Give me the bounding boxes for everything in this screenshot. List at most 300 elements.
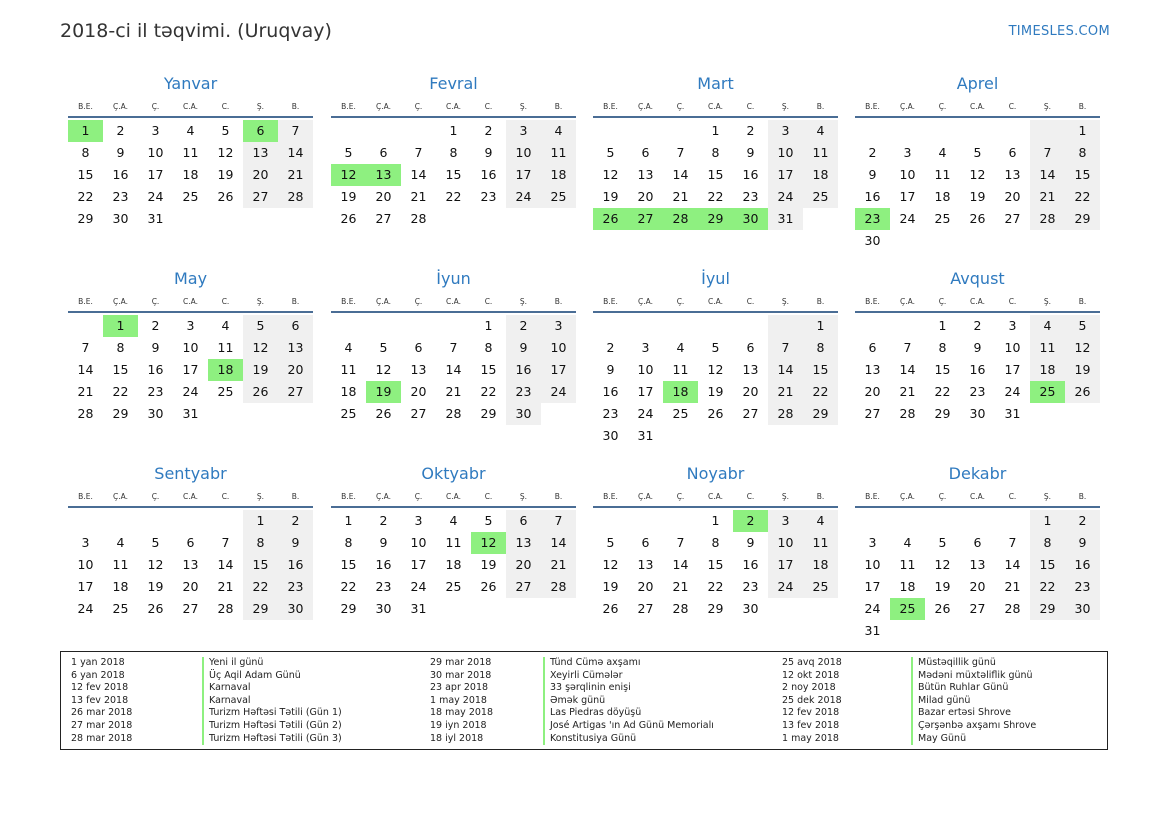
day-cell[interactable]: 22 xyxy=(340,579,357,594)
day-cell[interactable]: 15 xyxy=(243,554,278,576)
day-cell[interactable]: 3 xyxy=(1008,318,1017,333)
day-cell[interactable]: 20 xyxy=(375,189,392,204)
day-cell[interactable]: 28 xyxy=(541,576,576,598)
day-cell[interactable]: 22 xyxy=(803,381,838,403)
holiday-day-cell[interactable]: 25 xyxy=(890,598,925,620)
day-cell[interactable]: 19 xyxy=(147,579,164,594)
day-cell[interactable]: 14 xyxy=(217,557,234,572)
day-cell[interactable]: 26 xyxy=(707,406,724,421)
day-cell[interactable]: 24 xyxy=(182,384,199,399)
day-cell[interactable]: 30 xyxy=(602,428,619,443)
day-cell[interactable]: 24 xyxy=(899,211,916,226)
day-cell[interactable]: 26 xyxy=(217,189,234,204)
day-cell[interactable]: 19 xyxy=(707,384,724,399)
day-cell[interactable]: 30 xyxy=(1065,598,1100,620)
day-cell[interactable]: 23 xyxy=(742,189,759,204)
day-cell[interactable]: 19 xyxy=(243,359,278,381)
day-cell[interactable]: 15 xyxy=(77,167,94,182)
day-cell[interactable]: 14 xyxy=(1030,164,1065,186)
day-cell[interactable]: 13 xyxy=(864,362,881,377)
day-cell[interactable]: 27 xyxy=(1004,211,1021,226)
day-cell[interactable]: 18 xyxy=(182,167,199,182)
day-cell[interactable]: 2 xyxy=(379,513,388,528)
day-cell[interactable]: 4 xyxy=(116,535,125,550)
day-cell[interactable]: 11 xyxy=(1030,337,1065,359)
day-cell[interactable]: 7 xyxy=(278,120,313,142)
day-cell[interactable]: 6 xyxy=(868,340,877,355)
day-cell[interactable]: 16 xyxy=(375,557,392,572)
day-cell[interactable]: 17 xyxy=(182,362,199,377)
day-cell[interactable]: 27 xyxy=(243,186,278,208)
day-cell[interactable]: 23 xyxy=(1065,576,1100,598)
day-cell[interactable]: 28 xyxy=(410,211,427,226)
day-cell[interactable]: 20 xyxy=(506,554,541,576)
day-cell[interactable]: 3 xyxy=(768,510,803,532)
day-cell[interactable]: 20 xyxy=(969,579,986,594)
day-cell[interactable]: 16 xyxy=(969,362,986,377)
day-cell[interactable]: 6 xyxy=(186,535,195,550)
day-cell[interactable]: 30 xyxy=(742,601,759,616)
day-cell[interactable]: 12 xyxy=(969,167,986,182)
brand-link[interactable]: TIMESLES.COM xyxy=(1008,24,1110,39)
day-cell[interactable]: 30 xyxy=(506,403,541,425)
day-cell[interactable]: 10 xyxy=(147,145,164,160)
day-cell[interactable]: 7 xyxy=(1008,535,1017,550)
day-cell[interactable]: 15 xyxy=(112,362,129,377)
day-cell[interactable]: 9 xyxy=(506,337,541,359)
day-cell[interactable]: 3 xyxy=(541,315,576,337)
day-cell[interactable]: 23 xyxy=(112,189,129,204)
day-cell[interactable]: 5 xyxy=(151,535,160,550)
day-cell[interactable]: 17 xyxy=(768,164,803,186)
day-cell[interactable]: 11 xyxy=(217,340,234,355)
day-cell[interactable]: 29 xyxy=(112,406,129,421)
day-cell[interactable]: 26 xyxy=(934,601,951,616)
day-cell[interactable]: 5 xyxy=(379,340,388,355)
day-cell[interactable]: 2 xyxy=(506,315,541,337)
day-cell[interactable]: 27 xyxy=(637,601,654,616)
day-cell[interactable]: 3 xyxy=(81,535,90,550)
day-cell[interactable]: 29 xyxy=(340,601,357,616)
day-cell[interactable]: 1 xyxy=(711,513,720,528)
day-cell[interactable]: 22 xyxy=(1065,186,1100,208)
day-cell[interactable]: 29 xyxy=(77,211,94,226)
day-cell[interactable]: 1 xyxy=(449,123,458,138)
day-cell[interactable]: 16 xyxy=(1065,554,1100,576)
day-cell[interactable]: 19 xyxy=(602,189,619,204)
day-cell[interactable]: 9 xyxy=(484,145,493,160)
day-cell[interactable]: 10 xyxy=(541,337,576,359)
day-cell[interactable]: 5 xyxy=(606,535,615,550)
day-cell[interactable]: 28 xyxy=(672,601,689,616)
day-cell[interactable]: 3 xyxy=(506,120,541,142)
day-cell[interactable]: 14 xyxy=(672,167,689,182)
holiday-day-cell[interactable]: 12 xyxy=(331,164,366,186)
day-cell[interactable]: 2 xyxy=(278,510,313,532)
day-cell[interactable]: 26 xyxy=(969,211,986,226)
day-cell[interactable]: 20 xyxy=(410,384,427,399)
day-cell[interactable]: 2 xyxy=(746,123,755,138)
day-cell[interactable]: 9 xyxy=(278,532,313,554)
day-cell[interactable]: 13 xyxy=(1004,167,1021,182)
day-cell[interactable]: 21 xyxy=(217,579,234,594)
day-cell[interactable]: 11 xyxy=(541,142,576,164)
day-cell[interactable]: 14 xyxy=(77,362,94,377)
day-cell[interactable]: 6 xyxy=(414,340,423,355)
day-cell[interactable]: 7 xyxy=(221,535,230,550)
day-cell[interactable]: 17 xyxy=(1004,362,1021,377)
day-cell[interactable]: 3 xyxy=(903,145,912,160)
day-cell[interactable]: 31 xyxy=(182,406,199,421)
day-cell[interactable]: 18 xyxy=(445,557,462,572)
day-cell[interactable]: 25 xyxy=(340,406,357,421)
day-cell[interactable]: 7 xyxy=(676,535,685,550)
day-cell[interactable]: 19 xyxy=(340,189,357,204)
day-cell[interactable]: 6 xyxy=(1008,145,1017,160)
day-cell[interactable]: 19 xyxy=(217,167,234,182)
day-cell[interactable]: 12 xyxy=(147,557,164,572)
day-cell[interactable]: 8 xyxy=(243,532,278,554)
day-cell[interactable]: 18 xyxy=(1030,359,1065,381)
day-cell[interactable]: 8 xyxy=(711,535,720,550)
day-cell[interactable]: 28 xyxy=(217,601,234,616)
day-cell[interactable]: 12 xyxy=(1065,337,1100,359)
day-cell[interactable]: 11 xyxy=(672,362,689,377)
day-cell[interactable]: 19 xyxy=(934,579,951,594)
day-cell[interactable]: 7 xyxy=(903,340,912,355)
day-cell[interactable]: 27 xyxy=(182,601,199,616)
day-cell[interactable]: 16 xyxy=(602,384,619,399)
day-cell[interactable]: 1 xyxy=(1065,120,1100,142)
day-cell[interactable]: 27 xyxy=(742,406,759,421)
day-cell[interactable]: 9 xyxy=(151,340,160,355)
day-cell[interactable]: 17 xyxy=(147,167,164,182)
day-cell[interactable]: 24 xyxy=(506,186,541,208)
day-cell[interactable]: 18 xyxy=(899,579,916,594)
day-cell[interactable]: 22 xyxy=(112,384,129,399)
day-cell[interactable]: 18 xyxy=(112,579,129,594)
day-cell[interactable]: 5 xyxy=(606,145,615,160)
day-cell[interactable]: 14 xyxy=(899,362,916,377)
day-cell[interactable]: 23 xyxy=(602,406,619,421)
holiday-day-cell[interactable]: 19 xyxy=(366,381,401,403)
day-cell[interactable]: 7 xyxy=(541,510,576,532)
day-cell[interactable]: 11 xyxy=(340,362,357,377)
day-cell[interactable]: 6 xyxy=(641,145,650,160)
day-cell[interactable]: 18 xyxy=(541,164,576,186)
day-cell[interactable]: 28 xyxy=(899,406,916,421)
holiday-day-cell[interactable]: 12 xyxy=(471,532,506,554)
day-cell[interactable]: 6 xyxy=(506,510,541,532)
day-cell[interactable]: 25 xyxy=(803,576,838,598)
day-cell[interactable]: 25 xyxy=(934,211,951,226)
day-cell[interactable]: 27 xyxy=(410,406,427,421)
day-cell[interactable]: 5 xyxy=(221,123,230,138)
day-cell[interactable]: 22 xyxy=(445,189,462,204)
day-cell[interactable]: 20 xyxy=(637,189,654,204)
day-cell[interactable]: 11 xyxy=(803,142,838,164)
day-cell[interactable]: 9 xyxy=(868,167,877,182)
day-cell[interactable]: 19 xyxy=(602,579,619,594)
day-cell[interactable]: 2 xyxy=(973,318,982,333)
day-cell[interactable]: 4 xyxy=(221,318,230,333)
day-cell[interactable]: 16 xyxy=(480,167,497,182)
day-cell[interactable]: 12 xyxy=(934,557,951,572)
day-cell[interactable]: 24 xyxy=(768,576,803,598)
day-cell[interactable]: 17 xyxy=(864,579,881,594)
day-cell[interactable]: 16 xyxy=(742,167,759,182)
day-cell[interactable]: 25 xyxy=(541,186,576,208)
day-cell[interactable]: 22 xyxy=(934,384,951,399)
day-cell[interactable]: 7 xyxy=(414,145,423,160)
day-cell[interactable]: 21 xyxy=(278,164,313,186)
day-cell[interactable]: 20 xyxy=(742,384,759,399)
day-cell[interactable]: 15 xyxy=(707,557,724,572)
day-cell[interactable]: 17 xyxy=(899,189,916,204)
holiday-day-cell[interactable]: 30 xyxy=(733,208,768,230)
day-cell[interactable]: 13 xyxy=(637,557,654,572)
day-cell[interactable]: 29 xyxy=(480,406,497,421)
day-cell[interactable]: 22 xyxy=(1030,576,1065,598)
day-cell[interactable]: 26 xyxy=(602,601,619,616)
day-cell[interactable]: 20 xyxy=(278,359,313,381)
day-cell[interactable]: 7 xyxy=(81,340,90,355)
day-cell[interactable]: 9 xyxy=(116,145,125,160)
holiday-day-cell[interactable]: 23 xyxy=(855,208,890,230)
day-cell[interactable]: 17 xyxy=(506,164,541,186)
day-cell[interactable]: 1 xyxy=(803,315,838,337)
day-cell[interactable]: 20 xyxy=(182,579,199,594)
day-cell[interactable]: 15 xyxy=(445,167,462,182)
day-cell[interactable]: 3 xyxy=(768,120,803,142)
day-cell[interactable]: 23 xyxy=(506,381,541,403)
day-cell[interactable]: 27 xyxy=(375,211,392,226)
day-cell[interactable]: 6 xyxy=(379,145,388,160)
day-cell[interactable]: 1 xyxy=(1030,510,1065,532)
day-cell[interactable]: 9 xyxy=(973,340,982,355)
holiday-day-cell[interactable]: 6 xyxy=(243,120,278,142)
day-cell[interactable]: 13 xyxy=(410,362,427,377)
day-cell[interactable]: 15 xyxy=(1030,554,1065,576)
day-cell[interactable]: 23 xyxy=(375,579,392,594)
day-cell[interactable]: 3 xyxy=(868,535,877,550)
holiday-day-cell[interactable]: 18 xyxy=(208,359,243,381)
day-cell[interactable]: 24 xyxy=(147,189,164,204)
day-cell[interactable]: 23 xyxy=(278,576,313,598)
day-cell[interactable]: 8 xyxy=(1065,142,1100,164)
day-cell[interactable]: 17 xyxy=(410,557,427,572)
day-cell[interactable]: 9 xyxy=(379,535,388,550)
day-cell[interactable]: 8 xyxy=(116,340,125,355)
holiday-day-cell[interactable]: 28 xyxy=(663,208,698,230)
day-cell[interactable]: 30 xyxy=(864,233,881,248)
day-cell[interactable]: 8 xyxy=(711,145,720,160)
day-cell[interactable]: 29 xyxy=(1065,208,1100,230)
day-cell[interactable]: 29 xyxy=(243,598,278,620)
day-cell[interactable]: 12 xyxy=(375,362,392,377)
day-cell[interactable]: 21 xyxy=(541,554,576,576)
day-cell[interactable]: 2 xyxy=(606,340,615,355)
day-cell[interactable]: 21 xyxy=(672,579,689,594)
day-cell[interactable]: 15 xyxy=(1065,164,1100,186)
day-cell[interactable]: 23 xyxy=(969,384,986,399)
day-cell[interactable]: 30 xyxy=(969,406,986,421)
day-cell[interactable]: 17 xyxy=(541,359,576,381)
day-cell[interactable]: 4 xyxy=(449,513,458,528)
day-cell[interactable]: 4 xyxy=(803,510,838,532)
day-cell[interactable]: 7 xyxy=(676,145,685,160)
day-cell[interactable]: 7 xyxy=(768,337,803,359)
day-cell[interactable]: 17 xyxy=(77,579,94,594)
day-cell[interactable]: 20 xyxy=(243,164,278,186)
day-cell[interactable]: 10 xyxy=(864,557,881,572)
day-cell[interactable]: 14 xyxy=(278,142,313,164)
day-cell[interactable]: 13 xyxy=(742,362,759,377)
day-cell[interactable]: 6 xyxy=(641,535,650,550)
day-cell[interactable]: 31 xyxy=(637,428,654,443)
day-cell[interactable]: 27 xyxy=(278,381,313,403)
day-cell[interactable]: 31 xyxy=(768,208,803,230)
day-cell[interactable]: 4 xyxy=(938,145,947,160)
day-cell[interactable]: 21 xyxy=(768,381,803,403)
day-cell[interactable]: 16 xyxy=(278,554,313,576)
day-cell[interactable]: 24 xyxy=(541,381,576,403)
day-cell[interactable]: 13 xyxy=(506,532,541,554)
day-cell[interactable]: 4 xyxy=(803,120,838,142)
day-cell[interactable]: 3 xyxy=(641,340,650,355)
day-cell[interactable]: 24 xyxy=(864,601,881,616)
day-cell[interactable]: 26 xyxy=(340,211,357,226)
day-cell[interactable]: 19 xyxy=(969,189,986,204)
day-cell[interactable]: 28 xyxy=(278,186,313,208)
day-cell[interactable]: 14 xyxy=(672,557,689,572)
day-cell[interactable]: 21 xyxy=(77,384,94,399)
holiday-day-cell[interactable]: 25 xyxy=(1030,381,1065,403)
day-cell[interactable]: 12 xyxy=(243,337,278,359)
day-cell[interactable]: 8 xyxy=(803,337,838,359)
day-cell[interactable]: 1 xyxy=(344,513,353,528)
day-cell[interactable]: 10 xyxy=(768,142,803,164)
day-cell[interactable]: 30 xyxy=(375,601,392,616)
day-cell[interactable]: 16 xyxy=(147,362,164,377)
day-cell[interactable]: 5 xyxy=(973,145,982,160)
day-cell[interactable]: 24 xyxy=(410,579,427,594)
day-cell[interactable]: 4 xyxy=(541,120,576,142)
day-cell[interactable]: 11 xyxy=(445,535,462,550)
day-cell[interactable]: 14 xyxy=(445,362,462,377)
day-cell[interactable]: 24 xyxy=(1004,384,1021,399)
day-cell[interactable]: 5 xyxy=(1065,315,1100,337)
day-cell[interactable]: 8 xyxy=(1030,532,1065,554)
day-cell[interactable]: 10 xyxy=(1004,340,1021,355)
day-cell[interactable]: 1 xyxy=(484,318,493,333)
day-cell[interactable]: 3 xyxy=(186,318,195,333)
day-cell[interactable]: 8 xyxy=(484,340,493,355)
day-cell[interactable]: 31 xyxy=(864,623,881,638)
day-cell[interactable]: 5 xyxy=(243,315,278,337)
day-cell[interactable]: 11 xyxy=(182,145,199,160)
day-cell[interactable]: 31 xyxy=(147,211,164,226)
day-cell[interactable]: 18 xyxy=(803,164,838,186)
day-cell[interactable]: 20 xyxy=(637,579,654,594)
day-cell[interactable]: 8 xyxy=(81,145,90,160)
holiday-day-cell[interactable]: 27 xyxy=(628,208,663,230)
day-cell[interactable]: 6 xyxy=(746,340,755,355)
day-cell[interactable]: 24 xyxy=(77,601,94,616)
day-cell[interactable]: 26 xyxy=(375,406,392,421)
day-cell[interactable]: 22 xyxy=(243,576,278,598)
day-cell[interactable]: 29 xyxy=(1030,598,1065,620)
day-cell[interactable]: 21 xyxy=(410,189,427,204)
day-cell[interactable]: 22 xyxy=(707,579,724,594)
day-cell[interactable]: 10 xyxy=(182,340,199,355)
day-cell[interactable]: 28 xyxy=(445,406,462,421)
day-cell[interactable]: 9 xyxy=(746,535,755,550)
day-cell[interactable]: 12 xyxy=(602,557,619,572)
day-cell[interactable]: 29 xyxy=(707,601,724,616)
day-cell[interactable]: 18 xyxy=(934,189,951,204)
day-cell[interactable]: 4 xyxy=(676,340,685,355)
day-cell[interactable]: 25 xyxy=(112,601,129,616)
day-cell[interactable]: 15 xyxy=(934,362,951,377)
day-cell[interactable]: 25 xyxy=(182,189,199,204)
day-cell[interactable]: 4 xyxy=(186,123,195,138)
day-cell[interactable]: 25 xyxy=(445,579,462,594)
day-cell[interactable]: 30 xyxy=(147,406,164,421)
day-cell[interactable]: 14 xyxy=(1004,557,1021,572)
holiday-day-cell[interactable]: 18 xyxy=(663,381,698,403)
day-cell[interactable]: 23 xyxy=(147,384,164,399)
day-cell[interactable]: 29 xyxy=(934,406,951,421)
day-cell[interactable]: 6 xyxy=(278,315,313,337)
day-cell[interactable]: 8 xyxy=(938,340,947,355)
day-cell[interactable]: 21 xyxy=(1004,579,1021,594)
day-cell[interactable]: 20 xyxy=(864,384,881,399)
day-cell[interactable]: 12 xyxy=(707,362,724,377)
holiday-day-cell[interactable]: 13 xyxy=(366,164,401,186)
day-cell[interactable]: 15 xyxy=(480,362,497,377)
day-cell[interactable]: 23 xyxy=(480,189,497,204)
day-cell[interactable]: 5 xyxy=(938,535,947,550)
day-cell[interactable]: 9 xyxy=(1065,532,1100,554)
day-cell[interactable]: 19 xyxy=(480,557,497,572)
day-cell[interactable]: 20 xyxy=(1004,189,1021,204)
day-cell[interactable]: 16 xyxy=(742,557,759,572)
day-cell[interactable]: 13 xyxy=(278,337,313,359)
day-cell[interactable]: 9 xyxy=(606,362,615,377)
day-cell[interactable]: 22 xyxy=(707,189,724,204)
day-cell[interactable]: 15 xyxy=(803,359,838,381)
day-cell[interactable]: 2 xyxy=(484,123,493,138)
day-cell[interactable]: 17 xyxy=(768,554,803,576)
day-cell[interactable]: 11 xyxy=(112,557,129,572)
day-cell[interactable]: 8 xyxy=(449,145,458,160)
day-cell[interactable]: 13 xyxy=(243,142,278,164)
day-cell[interactable]: 6 xyxy=(973,535,982,550)
day-cell[interactable]: 10 xyxy=(410,535,427,550)
day-cell[interactable]: 10 xyxy=(899,167,916,182)
day-cell[interactable]: 12 xyxy=(602,167,619,182)
holiday-day-cell[interactable]: 26 xyxy=(593,208,628,230)
day-cell[interactable]: 2 xyxy=(151,318,160,333)
day-cell[interactable]: 4 xyxy=(1030,315,1065,337)
day-cell[interactable]: 18 xyxy=(340,384,357,399)
day-cell[interactable]: 18 xyxy=(803,554,838,576)
holiday-day-cell[interactable]: 1 xyxy=(103,315,138,337)
day-cell[interactable]: 26 xyxy=(480,579,497,594)
day-cell[interactable]: 25 xyxy=(672,406,689,421)
day-cell[interactable]: 27 xyxy=(864,406,881,421)
